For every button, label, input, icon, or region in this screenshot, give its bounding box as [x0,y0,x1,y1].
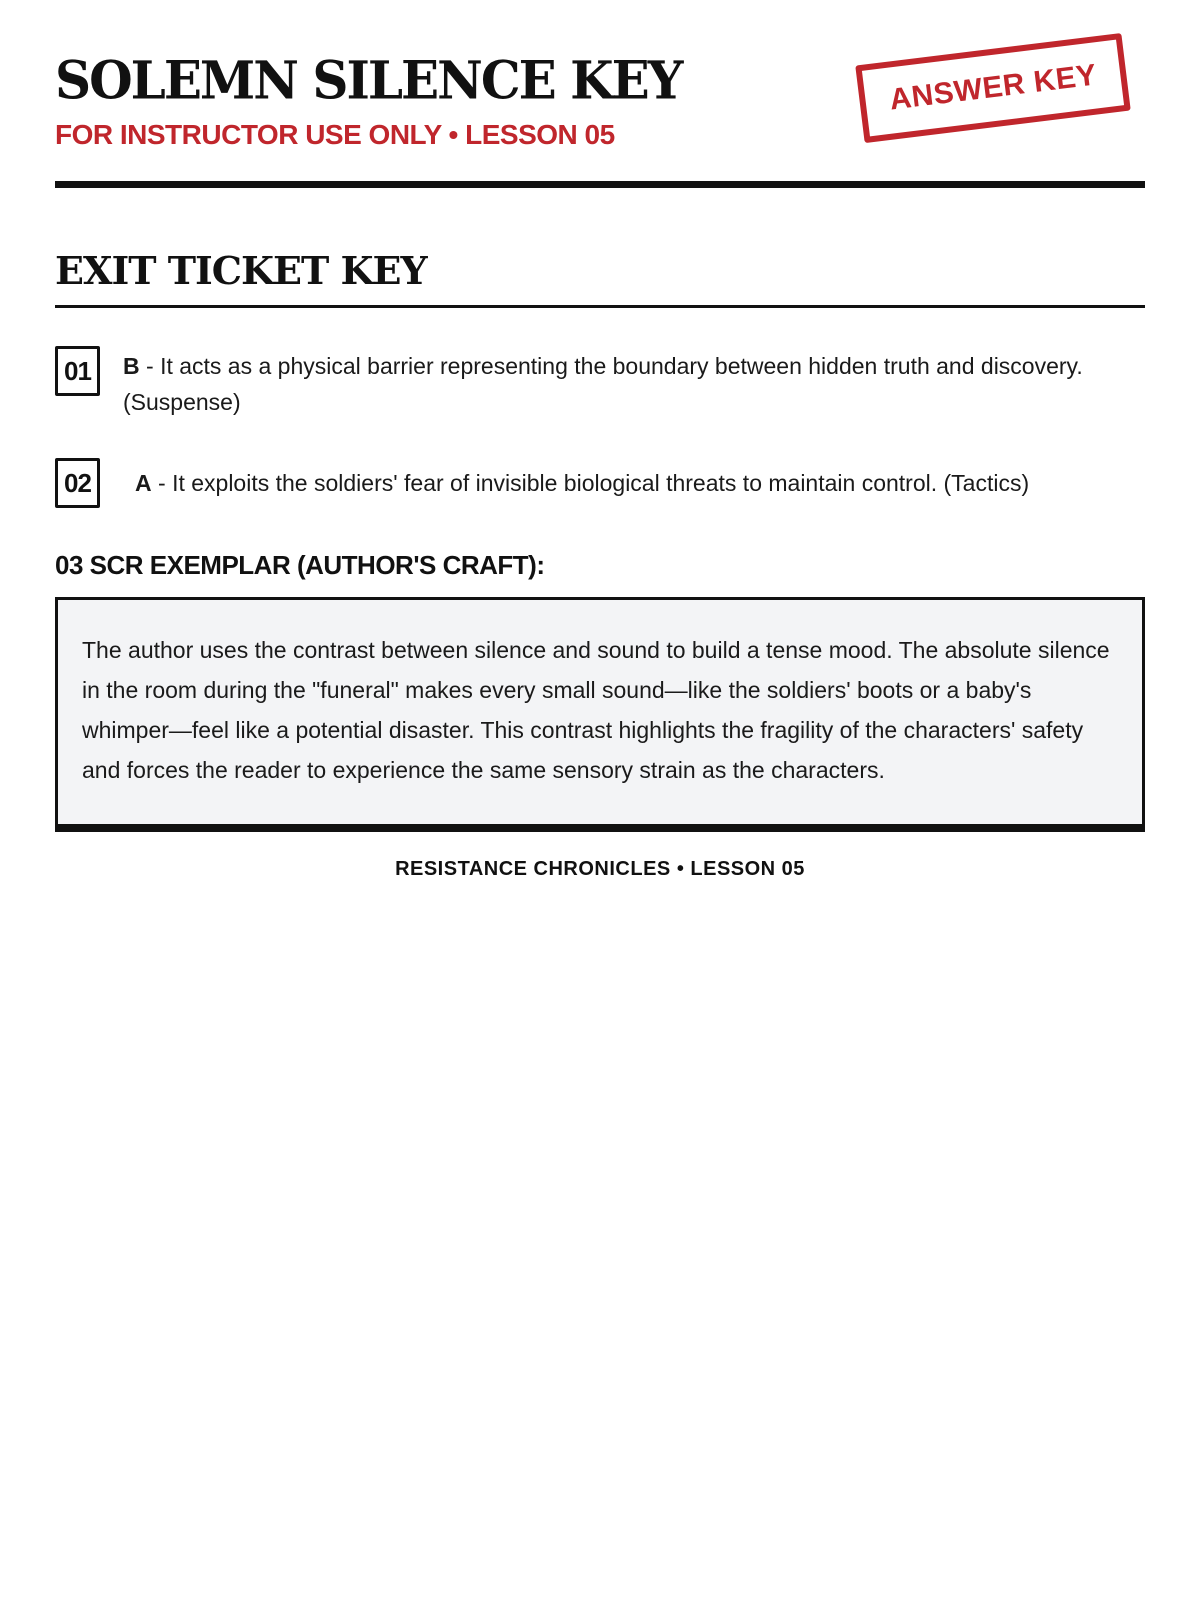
scr-exemplar-heading: 03 SCR EXEMPLAR (AUTHOR'S CRAFT): [55,550,545,580]
scr-exemplar-box [55,597,1145,832]
page-title: SOLEMN SILENCE KEY [55,49,682,112]
scr-exemplar-text: The author uses the contrast between silence and sound to build a tense mood. The absolute silence in the room during the "funeral" makes every small sound—like the soldiers' boots or a baby's whimper—feel like a potential disaster. This contrast highlights the fragility of the characters' safety and forces the reader to experience the same sensory strain as the characters. [82,637,1110,783]
section-divider [55,305,1145,308]
question-number-box: 02 [55,458,100,508]
answer-text [135,465,1029,501]
question-number-box: 01 [55,346,100,396]
answer-explanation: - It acts as a physical barrier representing the boundary between hidden truth and discovery. (Suspense) [123,353,1083,415]
answer-key-stamp-label: ANSWER KEY [887,58,1099,117]
page-footer: RESISTANCE CHRONICLES • LESSON 05 [395,858,805,880]
answer-row-01 [55,346,1145,420]
exit-ticket-key-heading: EXIT TICKET KEY [55,248,427,293]
page-header [55,49,1145,151]
answer-row-02 [55,458,1145,508]
answer-letter: B [123,353,140,379]
answer-text [123,346,1145,420]
answer-letter: A [135,470,152,496]
instructor-subtitle: FOR INSTRUCTOR USE ONLY • LESSON 05 [55,119,615,150]
answer-explanation: - It exploits the soldiers' fear of invisible biological threats to maintain control. (Tactics) [158,470,1030,496]
header-divider [55,181,1145,188]
